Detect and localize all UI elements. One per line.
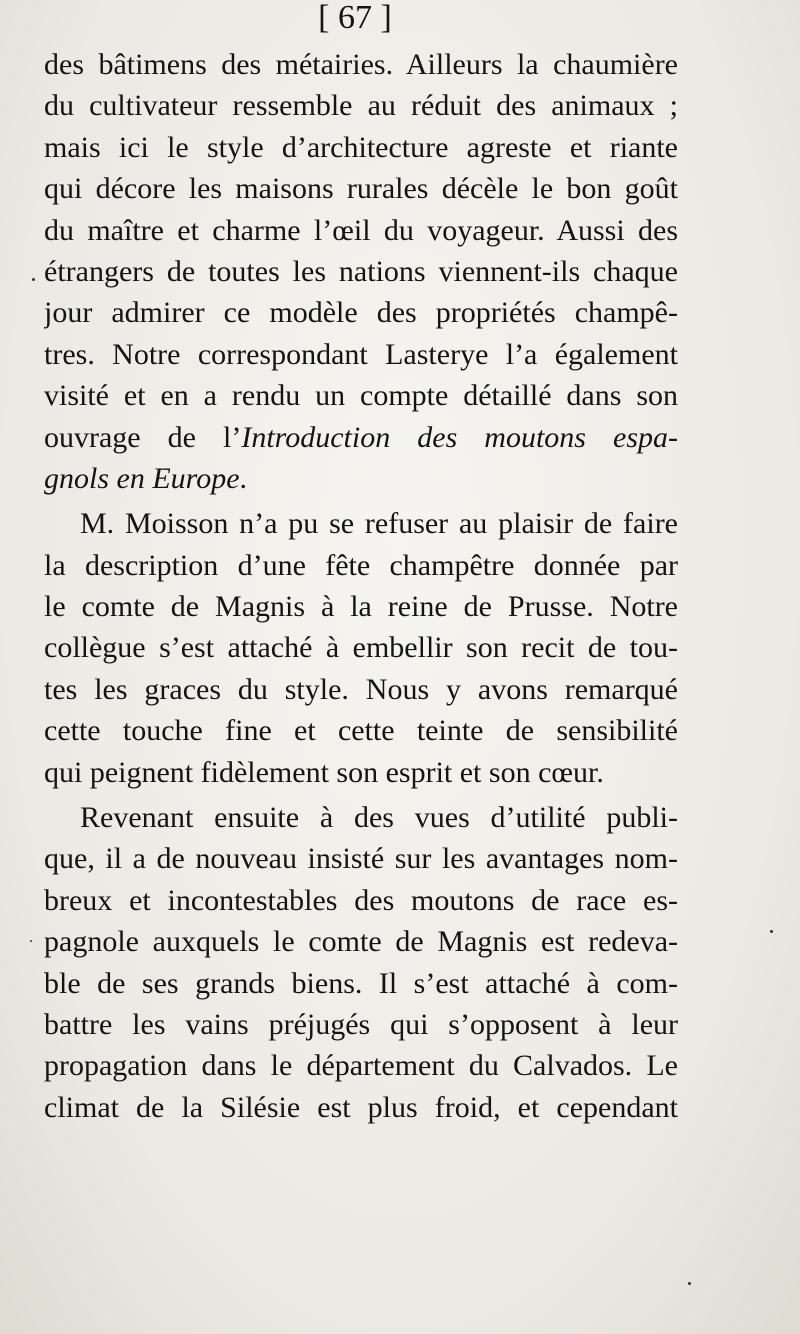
text-line: M. Moisson n’a pu se refuser au plaisir de faire [80, 507, 678, 541]
text-line: tes les graces du style. Nous y avons remarqué [44, 672, 678, 706]
text-line [44, 417, 678, 458]
text-line: breux et incontestables des moutons de race es- [44, 883, 678, 917]
text-line: des bâtimens des métairies. Ailleurs la chaumière [44, 48, 678, 81]
text-line: que, il a de nouveau insisté sur les avantages nom- [44, 842, 678, 876]
text-line: battre les vains préjugés qui s’opposent à leur [44, 1007, 678, 1041]
italic-title: gnols en Europe [44, 461, 240, 495]
text-line: le comte de Magnis à la reine de Prusse. Notre [44, 590, 678, 624]
paragraph [44, 797, 678, 1128]
ink-speck [32, 278, 35, 281]
text-segment: ouvrage de l’ [44, 420, 242, 454]
text-segment: . [239, 461, 248, 495]
text-line: qui décore les maisons rurales décèle le bon goût [44, 172, 678, 206]
text-line: collègue s’est attaché à embellir son recit de tou- [44, 631, 678, 665]
show-through-texture [60, 1110, 720, 1310]
text-line: du cultivateur ressemble au réduit des animaux ; [44, 89, 678, 123]
text-line: tres. Notre correspondant Lasterye l’a également [44, 337, 678, 371]
text-line: visité et en a rendu un compte détaillé dans son [44, 379, 678, 413]
text-line: jour admirer ce modèle des propriétés champê- [44, 296, 678, 330]
ink-speck [30, 940, 32, 942]
text-line: propagation dans le département du Calvados. Le [44, 1049, 678, 1083]
paragraph [44, 503, 678, 793]
ink-speck [770, 930, 773, 933]
page-number: [ 67 ] [318, 0, 392, 36]
body-text [44, 44, 678, 1128]
text-line: ble de ses grands biens. Il s’est attaché à com- [44, 966, 678, 1000]
text-line: mais ici le style d’architecture agreste et riante [44, 130, 678, 164]
text-line: qui peignent fidèlement son esprit et son cœur. [44, 755, 604, 789]
text-line: climat de la Silésie est plus froid, et cependant [44, 1090, 678, 1124]
text-line [44, 458, 678, 499]
ink-speck [688, 1282, 691, 1285]
text-line: du maître et charme l’œil du voyageur. Aussi des [44, 213, 678, 247]
text-line: étrangers de toutes les nations viennent-ils chaque [44, 254, 678, 288]
italic-title: Introduction des moutons espa- [241, 420, 678, 454]
text-line: pagnole auxquels le comte de Magnis est redeva- [44, 925, 678, 959]
paragraph [44, 44, 678, 499]
text-line: Revenant ensuite à des vues d’utilité publi- [80, 801, 678, 835]
text-line: la description d’une fête champêtre donnée par [44, 548, 678, 582]
text-line: cette touche fine et cette teinte de sensibilité [44, 714, 678, 748]
